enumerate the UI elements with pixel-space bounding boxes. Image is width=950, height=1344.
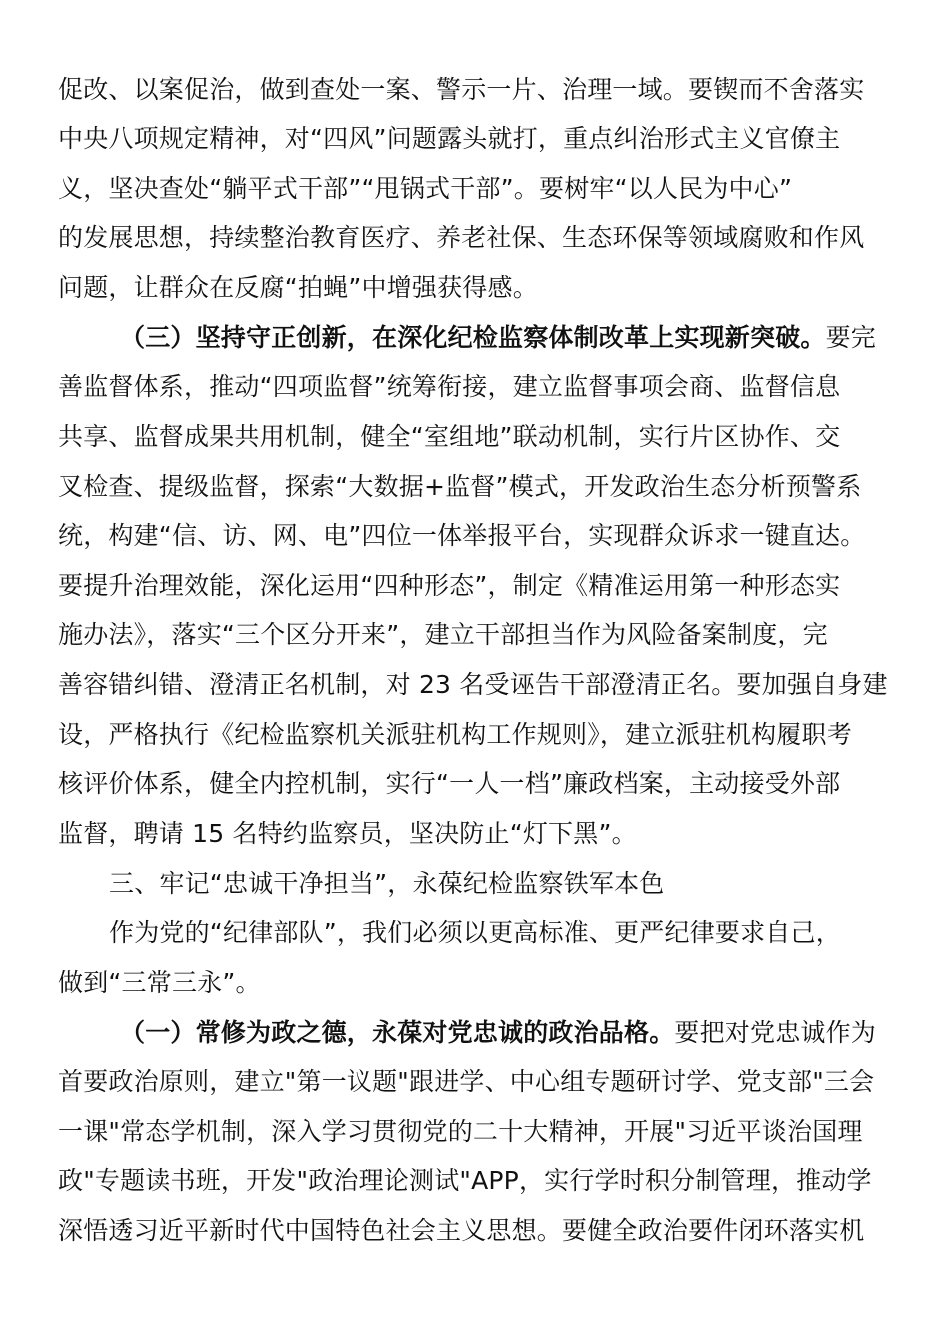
chapter-heading: 三、牢记“忠诚干净担当”，永葆纪检监察铁军本色 [109, 869, 665, 898]
line: 一课"常态学机制，深入学习贯彻党的二十大精神，开展"习近平谈治国理 [58, 1117, 863, 1146]
line: 中央八项规定精神，对“四风”问题露头就打，重点纠治形式主义官僚主 [58, 124, 841, 153]
line: 叉检查、提级监督，探索“大数据+监督”模式，开发政治生态分析预警系 [58, 472, 862, 501]
line: 义，坚决查处“躺平式干部”“甩锅式干部”。要树牢“以人民为中心” [58, 174, 793, 203]
line: 核评价体系，健全内控机制，实行“一人一档”廉政档案，主动接受外部 [58, 769, 841, 798]
line: 促改、以案促治，做到查处一案、警示一片、治理一域。要锲而不舍落实 [58, 75, 865, 104]
section-heading: （三）坚持守正创新，在深化纪检监察体制改革上实现新突破。 [120, 323, 826, 352]
line: 施办法》，落实“三个区分开来”，建立干部担当作为风险备案制度，完 [58, 620, 828, 649]
line: 作为党的“纪律部队”，我们必须以更高标准、更严纪律要求自己， [109, 918, 841, 947]
line: 善容错纠错、澄清正名机制，对 23 名受诬告干部澄清正名。要加强自身建 [58, 670, 888, 699]
line: 的发展思想，持续整治教育医疗、养老社保、生态环保等领域腐败和作风 [58, 223, 865, 252]
section-heading-line: （三）坚持守正创新，在深化纪检监察体制改革上实现新突破。要完 [120, 323, 877, 352]
line: 做到“三常三永”。 [58, 968, 261, 997]
line: 统，构建“信、访、网、电”四位一体举报平台，实现群众诉求一键直达。 [58, 521, 866, 550]
line: 监督，聘请 15 名特约监察员，坚决防止“灯下黑”。 [58, 819, 637, 848]
line: 深悟透习近平新时代中国特色社会主义思想。要健全政治要件闭环落实机 [58, 1216, 865, 1245]
section-heading-line: （一）常修为政之德，永葆对党忠诚的政治品格。要把对党忠诚作为 [120, 1018, 877, 1047]
line: 政"专题读书班，开发"政治理论测试"APP，实行学时积分制管理，推动学 [58, 1166, 872, 1195]
line: 首要政治原则，建立"第一议题"跟进学、中心组专题研讨学、党支部"三会 [58, 1067, 875, 1096]
line: 共享、监督成果共用机制，健全“室组地”联动机制，实行片区协作、交 [58, 422, 841, 451]
section-heading: （一）常修为政之德，永葆对党忠诚的政治品格。 [120, 1018, 675, 1047]
line: 善监督体系，推动“四项监督”统筹衔接，建立监督事项会商、监督信息 [58, 372, 841, 401]
line: 设，严格执行《纪检监察机关派驻机构工作规则》，建立派驻机构履职考 [58, 720, 852, 749]
line: 问题，让群众在反腐“拍蝇”中增强获得感。 [58, 273, 538, 302]
line: 要提升治理效能，深化运用“四种形态”，制定《精准运用第一种形态实 [58, 571, 841, 600]
